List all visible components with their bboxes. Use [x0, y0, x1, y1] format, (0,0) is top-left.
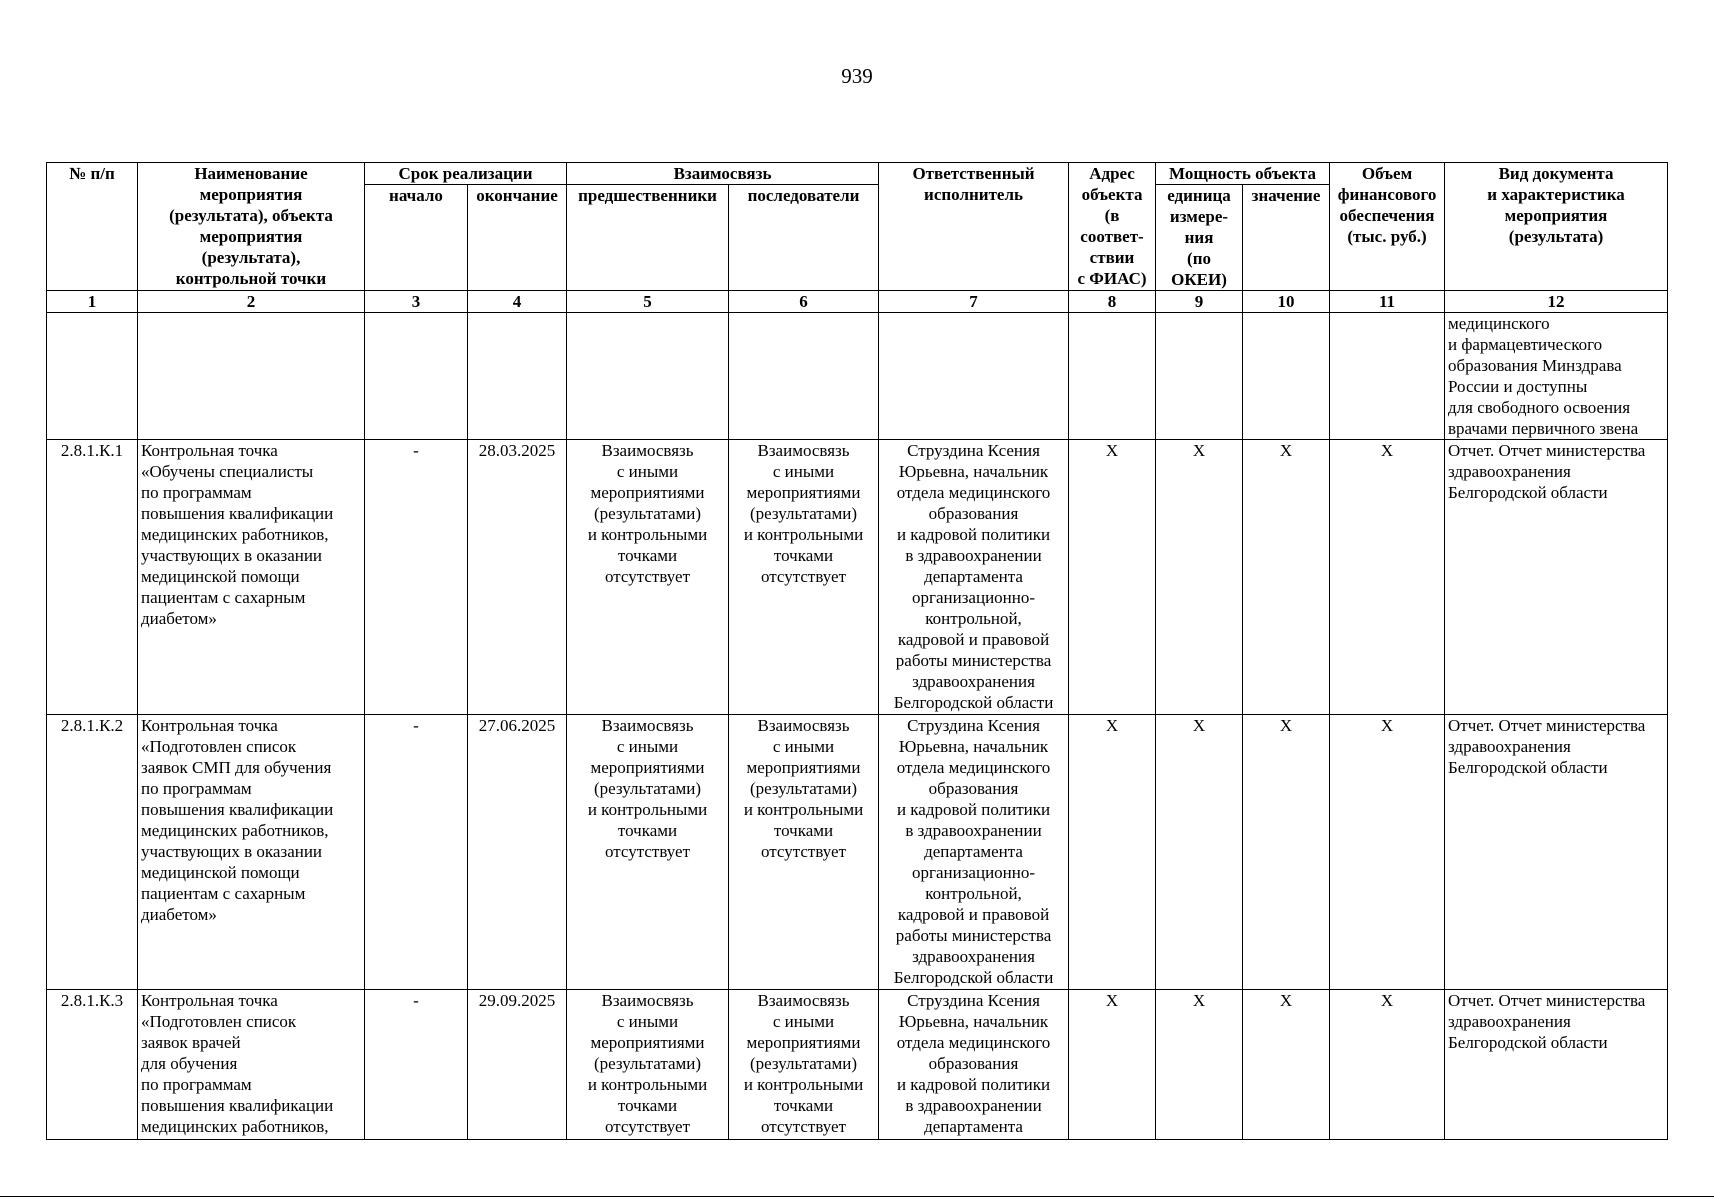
row-name: Контрольная точка «Подготовлен список заявок СМП для обучения по программам повышения квалификации медицинских работников, участвующих в оказании медицинской помощи пациентам с сахарным диабетом» [138, 715, 365, 990]
row-start: - [365, 440, 468, 715]
header-relation-next: последователи [729, 185, 879, 291]
header-capacity: Мощность объекта [1156, 163, 1330, 185]
row-finance: Х [1330, 440, 1445, 715]
row-unit: Х [1156, 440, 1243, 715]
row-responsible: Струздина Ксения Юрьевна, начальник отдела медицинского образования и кадровой политики в здравоохранении департамента организационно- контрольной, кадровой и правовой работы министерства здравоохранения Белгородской области [879, 440, 1069, 715]
column-number: 11 [1330, 291, 1445, 313]
column-number: 9 [1156, 291, 1243, 313]
row-doc: Отчет. Отчет министерства здравоохранения Белгородской области [1445, 440, 1668, 715]
row-name: Контрольная точка «Обучены специалисты по программам повышения квалификации медицинских работников, участвующих в оказании медицинской помощи пациентам с сахарным диабетом» [138, 440, 365, 715]
row-next: Взаимосвязь с иными мероприятиями (результатами) и контрольными точками отсутствует [729, 990, 879, 1140]
plan-table [46, 162, 1668, 1140]
header-term-end: окончание [468, 185, 567, 291]
row-responsible: Струздина Ксения Юрьевна, начальник отдела медицинского образования и кадровой политики в здравоохранении департамента организационно- контрольной, кадровой и правовой работы министерства здравоохранения Белгородской области [879, 715, 1069, 990]
table-row [47, 990, 1668, 1140]
row-finance: Х [1330, 715, 1445, 990]
header-term: Срок реализации [365, 163, 567, 185]
doc-cell: медицинского и фармацевтического образования Минздрава России и доступны для свободного освоения врачами первичного звена [1445, 313, 1668, 440]
row-finance: Х [1330, 990, 1445, 1140]
column-number: 2 [138, 291, 365, 313]
row-address: Х [1069, 990, 1156, 1140]
header-capacity-unit: единица измере- ния (по ОКЕИ) [1156, 185, 1243, 291]
row-responsible: Струздина Ксения Юрьевна, начальник отдела медицинского образования и кадровой политики в здравоохранении департамента [879, 990, 1069, 1140]
header-doc: Вид документа и характеристика мероприятия (результата) [1445, 163, 1668, 291]
row-next: Взаимосвязь с иными мероприятиями (результатами) и контрольными точками отсутствует [729, 715, 879, 990]
column-number: 3 [365, 291, 468, 313]
row-end: 28.03.2025 [468, 440, 567, 715]
header-relation: Взаимосвязь [567, 163, 879, 185]
row-doc: Отчет. Отчет министерства здравоохранения Белгородской области [1445, 715, 1668, 990]
header-address: Адрес объекта (в соответ- ствии с ФИАС) [1069, 163, 1156, 291]
row-value: Х [1243, 715, 1330, 990]
row-prev: Взаимосвязь с иными мероприятиями (результатами) и контрольными точками отсутствует [567, 990, 729, 1140]
row-num: 2.8.1.К.1 [47, 440, 138, 715]
table-row [47, 440, 1668, 715]
row-next: Взаимосвязь с иными мероприятиями (результатами) и контрольными точками отсутствует [729, 440, 879, 715]
header-finance: Объем финансового обеспечения (тыс. руб.) [1330, 163, 1445, 291]
page-number: 939 [841, 64, 873, 88]
column-number: 10 [1243, 291, 1330, 313]
header-num: № п/п [47, 163, 138, 291]
table-row [47, 313, 1668, 440]
column-number: 7 [879, 291, 1069, 313]
row-end: 27.06.2025 [468, 715, 567, 990]
row-num: 2.8.1.К.2 [47, 715, 138, 990]
column-number: 4 [468, 291, 567, 313]
column-number: 1 [47, 291, 138, 313]
header-capacity-value: значение [1243, 185, 1330, 291]
table-row [47, 715, 1668, 990]
row-unit: Х [1156, 715, 1243, 990]
header-term-start: начало [365, 185, 468, 291]
column-number: 6 [729, 291, 879, 313]
row-end: 29.09.2025 [468, 990, 567, 1140]
row-doc: Отчет. Отчет министерства здравоохранения Белгородской области [1445, 990, 1668, 1140]
row-prev: Взаимосвязь с иными мероприятиями (результатами) и контрольными точками отсутствует [567, 440, 729, 715]
row-start: - [365, 715, 468, 990]
row-start: - [365, 990, 468, 1140]
row-name: Контрольная точка «Подготовлен список заявок врачей для обучения по программам повышения квалификации медицинских работников, [138, 990, 365, 1140]
row-unit: Х [1156, 990, 1243, 1140]
column-number: 12 [1445, 291, 1668, 313]
column-number: 8 [1069, 291, 1156, 313]
header-responsible: Ответственный исполнитель [879, 163, 1069, 291]
row-prev: Взаимосвязь с иными мероприятиями (результатами) и контрольными точками отсутствует [567, 715, 729, 990]
column-number: 5 [567, 291, 729, 313]
row-num: 2.8.1.К.3 [47, 990, 138, 1140]
header-relation-prev: предшественники [567, 185, 729, 291]
row-address: Х [1069, 440, 1156, 715]
row-value: Х [1243, 440, 1330, 715]
row-address: Х [1069, 715, 1156, 990]
bottom-divider [0, 1196, 1714, 1197]
header-name: Наименование мероприятия (результата), объекта мероприятия (результата), контрольной точки [138, 163, 365, 291]
row-value: Х [1243, 990, 1330, 1140]
